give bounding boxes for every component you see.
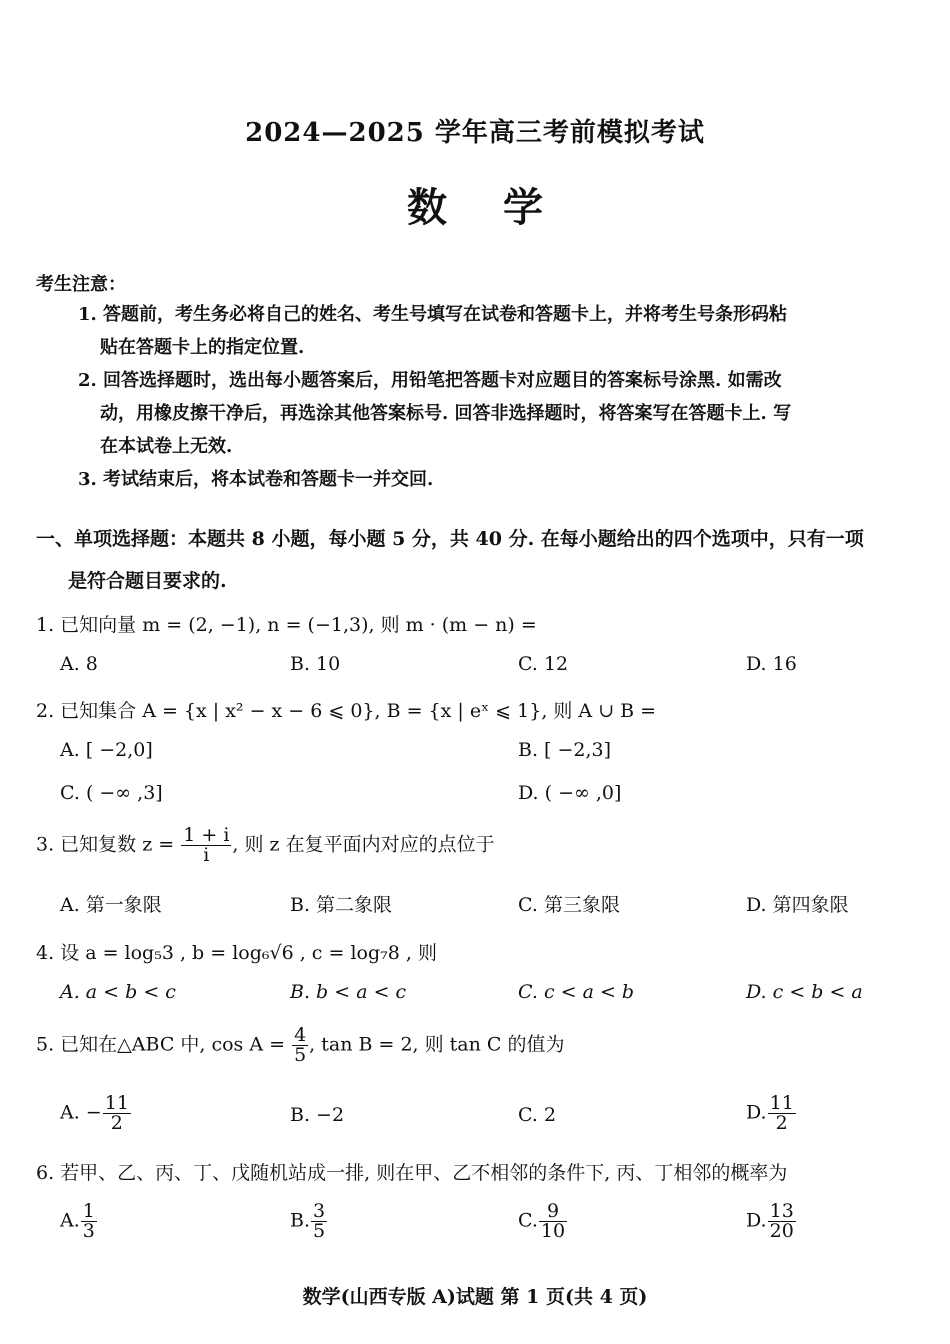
notice-item-2-line-1: 2. 回答选择题时，选出每小题答案后，用铅笔把答题卡对应题目的答案标号涂黑. 如需改 (78, 370, 782, 391)
question-3-stem-pre: 3. 已知复数 z = (36, 833, 175, 856)
question-5-fraction (292, 1026, 308, 1065)
question-3-option-a: A. 第一象限 (60, 894, 162, 916)
notice-item-3: 3. 考试结束后，将本试卷和答题卡一并交回. (78, 469, 434, 490)
question-6-option-a (60, 1202, 98, 1241)
notice-item-2-line-2: 动，用橡皮擦干净后，再选涂其他答案标号. 回答非选择题时，将答案写在答题卡上. 写 (100, 403, 792, 424)
question-4-option-a: A. a < b < c (60, 981, 176, 1003)
question-6-option-d (746, 1202, 797, 1241)
question-6-option-b-denominator: 5 (313, 1220, 326, 1242)
question-6-option-d-fraction (768, 1202, 796, 1241)
question-5-option-a-label: A. − (60, 1101, 102, 1124)
question-3-option-b: B. 第二象限 (290, 894, 393, 916)
question-6-option-d-label: D. (746, 1209, 767, 1232)
question-1-stem: 1. 已知向量 m = (2, −1), n = (−1,3), 则 m · (m − n) = (36, 614, 537, 636)
question-5-option-d-denominator: 2 (775, 1112, 788, 1134)
notice-item-2-line-3: 在本试卷上无效. (100, 436, 233, 457)
section-heading-line-1: 一、单项选择题：本题共 8 小题，每小题 5 分，共 40 分. 在每小题给出的四个选项中，只有一项 (36, 528, 864, 550)
question-2-option-d: D. ( −∞ ,0] (518, 782, 622, 804)
question-1-option-b: B. 10 (290, 653, 341, 675)
question-5-option-a-denominator: 2 (110, 1112, 123, 1134)
exam-title: 2024—2025 学年高三考前模拟考试 (245, 118, 705, 148)
question-5-option-d-label: D. (746, 1101, 767, 1124)
subject-title: 数学 (407, 184, 599, 231)
notice-item-1-line-2: 贴在答题卡上的指定位置. (100, 337, 305, 358)
question-2-stem: 2. 已知集合 A = {x | x² − x − 6 ⩽ 0}, B = {x | eˣ ⩽ 1}, 则 A ∪ B = (36, 700, 657, 722)
question-6-option-c-denominator: 10 (540, 1220, 566, 1242)
question-6-option-c-numerator: 9 (539, 1202, 567, 1222)
question-5-option-c: C. 2 (518, 1104, 557, 1126)
question-6-option-d-numerator: 13 (769, 1200, 794, 1222)
section-heading (36, 518, 916, 602)
question-5-numerator: 4 (294, 1024, 307, 1046)
question-3-fraction (181, 826, 231, 865)
question-3-stem-post: , 则 z 在复平面内对应的点位于 (232, 833, 495, 856)
question-6-option-c (518, 1202, 568, 1241)
question-5-denominator: 5 (294, 1044, 307, 1066)
question-6-option-c-fraction (539, 1202, 567, 1241)
question-6-option-c-label: C. (518, 1209, 538, 1232)
question-1-option-d: D. 16 (746, 653, 797, 675)
question-3-numerator: 1 + i (183, 824, 230, 846)
question-6-option-a-fraction (81, 1202, 97, 1241)
question-6-option-b-fraction (311, 1202, 327, 1241)
question-6-option-b-label: B. (290, 1209, 311, 1232)
question-2-option-b: B. [ −2,3] (518, 739, 612, 761)
question-2-option-c: C. ( −∞ ,3] (60, 782, 163, 804)
question-5-option-a-fraction (103, 1094, 131, 1133)
question-5-option-d (746, 1094, 797, 1133)
question-5-stem-post: , tan B = 2, 则 tan C 的值为 (309, 1033, 565, 1056)
question-1-option-a: A. 8 (60, 653, 98, 675)
question-6-option-d-denominator: 20 (769, 1220, 794, 1242)
question-3-stem (36, 826, 495, 865)
question-4-option-b: B. b < a < c (290, 981, 407, 1003)
question-1-option-c: C. 12 (518, 653, 569, 675)
question-4-stem: 4. 设 a = log₅3 , b = log₆√6 , c = log₇8 , 则 (36, 942, 437, 964)
question-3-option-c: C. 第三象限 (518, 894, 620, 916)
question-5-option-a-numerator: 11 (104, 1092, 129, 1114)
notice-list (78, 298, 918, 496)
question-2-option-a: A. [ −2,0] (60, 739, 153, 761)
notice-heading: 考生注意： (36, 274, 126, 295)
question-6-option-a-numerator: 1 (82, 1200, 95, 1222)
question-6-stem: 6. 若甲、乙、丙、丁、戊随机站成一排, 则在甲、乙不相邻的条件下, 丙、丁相邻的概率为 (36, 1162, 788, 1184)
notice-item-1-line-1: 1. 答题前，考生务必将自己的姓名、考生号填写在试卷和答题卡上，并将考生号条形码粘 (78, 304, 788, 325)
question-5-option-d-fraction (768, 1094, 796, 1133)
question-6-option-b (290, 1202, 328, 1241)
page-footer: 数学(山西专版 A)试题 第 1 页(共 4 页) (302, 1286, 648, 1308)
question-4-option-d: D. c < b < a (746, 981, 863, 1003)
question-6-option-a-denominator: 3 (82, 1220, 95, 1242)
question-5-stem-pre: 5. 已知在△ABC 中, cos A = (36, 1033, 286, 1056)
question-5-option-b: B. −2 (290, 1104, 345, 1126)
question-5-option-d-numerator: 11 (769, 1092, 794, 1114)
question-5-option-a (60, 1094, 132, 1133)
question-6-option-a-label: A. (60, 1209, 80, 1232)
question-5-stem (36, 1026, 564, 1065)
question-3-denominator: i (203, 844, 210, 866)
question-6-option-b-numerator: 3 (313, 1200, 326, 1222)
question-4-option-c: C. c < a < b (518, 981, 635, 1003)
section-heading-line-2: 是符合题目要求的. (68, 570, 227, 592)
question-3-option-d: D. 第四象限 (746, 894, 849, 916)
